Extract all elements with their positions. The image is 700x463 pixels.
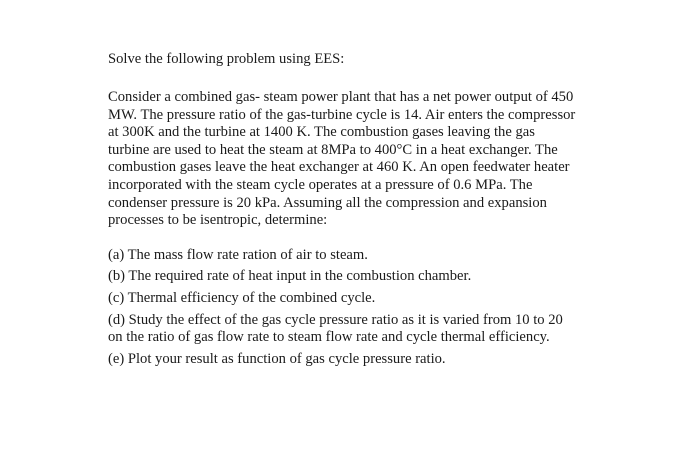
document-heading: Solve the following problem using EES: bbox=[108, 51, 345, 67]
question-part-line: (c) Thermal efficiency of the combined cycle. bbox=[108, 289, 376, 306]
problem-statement bbox=[108, 89, 598, 230]
problem-line: incorporated with the steam cycle operates at a pressure of 0.6 MPa. The bbox=[108, 176, 533, 193]
problem-line: at 300K and the turbine at 1400 K. The combustion gases leaving the gas bbox=[108, 124, 535, 141]
question-part-line: on the ratio of gas flow rate to steam flow rate and cycle thermal efficiency. bbox=[108, 329, 550, 346]
problem-line: Consider a combined gas- steam power plant that has a net power output of 450 bbox=[108, 89, 574, 105]
problem-line: combustion gases leave the heat exchanger at 460 K. An open feedwater heater bbox=[108, 159, 570, 176]
question-part-c bbox=[108, 290, 598, 308]
question-part-b bbox=[108, 268, 598, 286]
question-part-line: (e) Plot your result as function of gas cycle pressure ratio. bbox=[108, 350, 446, 367]
question-part-d bbox=[108, 312, 598, 347]
problem-line: turbine are used to heat the steam at 8MPa to 400°C in a heat exchanger. The bbox=[108, 141, 558, 158]
question-part-line: (d) Study the effect of the gas cycle pressure ratio as it is varied from 10 to 20 bbox=[108, 311, 563, 328]
question-part-line: (a) The mass flow rate ration of air to steam. bbox=[108, 246, 368, 263]
problem-document bbox=[108, 50, 598, 372]
problem-line: processes to be isentropic, determine: bbox=[108, 212, 328, 229]
question-part-line: (b) The required rate of heat input in the combustion chamber. bbox=[108, 268, 472, 285]
question-part-e bbox=[108, 351, 598, 369]
problem-line: MW. The pressure ratio of the gas-turbine cycle is 14. Air enters the compressor bbox=[108, 106, 576, 123]
question-parts-list bbox=[108, 247, 598, 369]
problem-line: condenser pressure is 20 kPa. Assuming all the compression and expansion bbox=[108, 194, 547, 211]
question-part-a bbox=[108, 247, 598, 265]
